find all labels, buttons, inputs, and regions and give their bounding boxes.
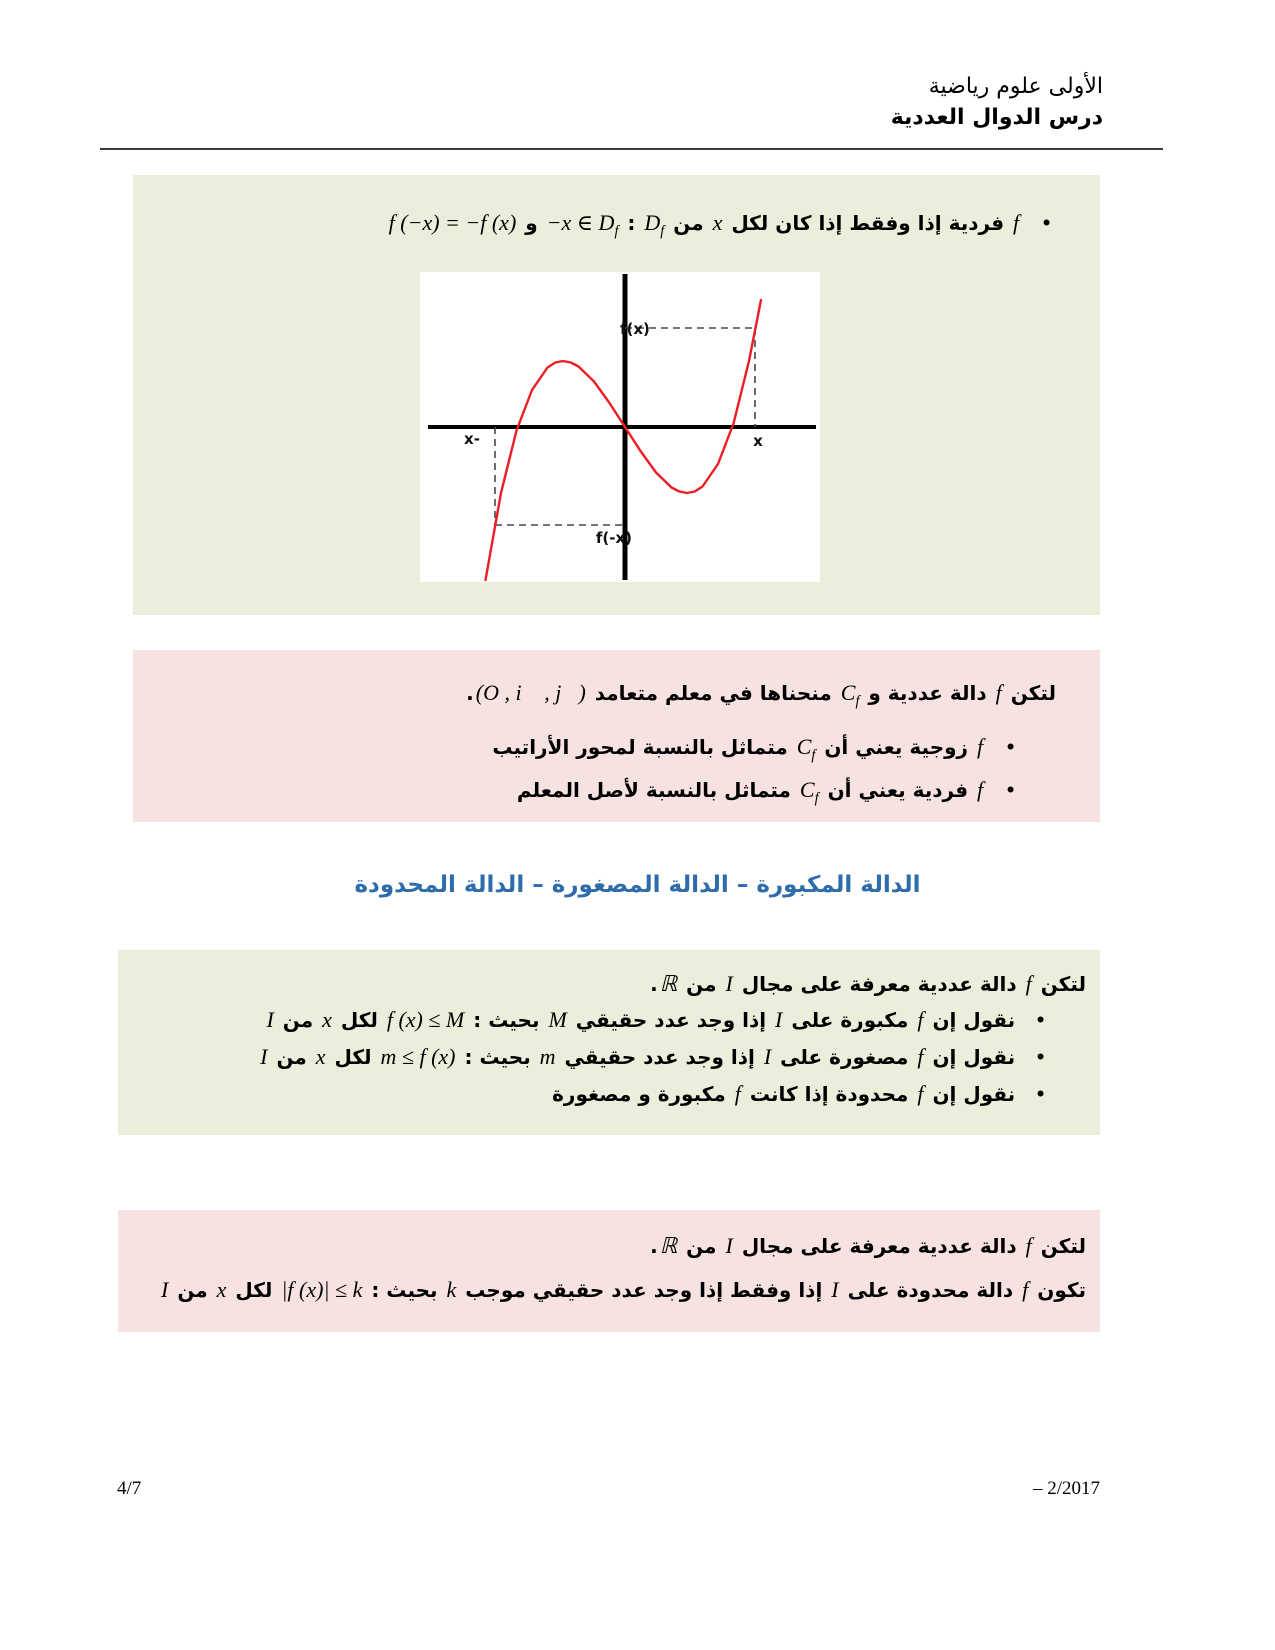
footer-date: – 2/2017 — [1032, 1478, 1100, 1499]
for-all: لكل — [334, 1045, 372, 1069]
header-subject: الأولى علوم رياضية — [928, 74, 1103, 99]
bounded-properties-box — [118, 950, 1100, 1135]
period: . — [650, 1234, 658, 1258]
math-upper-m: M — [548, 1007, 567, 1032]
math-x: x — [712, 210, 723, 235]
math-reals: ℝ — [659, 971, 678, 996]
math-f: f — [917, 1007, 924, 1032]
odd-text-2: متماثل بالنسبة لأصل المعلم — [516, 777, 791, 802]
math-f: f — [734, 1081, 741, 1106]
odd-text-1: فردية يعني أن — [827, 777, 969, 802]
majoree-on: مكبورة على — [791, 1008, 909, 1032]
math-f: f — [1013, 210, 1020, 235]
header-lesson-title: درس الدوال العددية — [890, 105, 1103, 130]
math-curve-cf: $C_f$ — [799, 776, 819, 807]
math-lower-bound-ineq: m ≤ f (x) — [380, 1044, 456, 1069]
odd-definition-text-1: فردية إذا وفقط إذا كان لكل — [731, 211, 1005, 235]
we-say: نقول إن — [932, 1008, 1016, 1032]
bullet-icon: • — [1035, 1085, 1046, 1105]
label-minus-x: -x — [464, 430, 480, 448]
math-curve-cf: $C_f$ — [796, 734, 816, 764]
bullet-icon: • — [1005, 738, 1016, 759]
bounded-if: محدودة إذا كانت — [749, 1082, 909, 1106]
bullet-icon: • — [1005, 780, 1016, 801]
iff-exists-positive-real: إذا وفقط إذا وجد عدد حقيقي موجب — [465, 1278, 823, 1302]
math-f: f — [917, 1044, 924, 1069]
such-that: بحيث — [488, 1008, 540, 1032]
odd-definition-text-2: من — [673, 211, 704, 235]
math-reals: ℝ — [659, 1233, 678, 1258]
math-interval-i: I — [266, 1007, 274, 1032]
math-domain: $D_f$ — [644, 210, 665, 240]
we-say: نقول إن — [932, 1045, 1016, 1069]
colon-separator: : — [371, 1278, 380, 1302]
bullet-icon: • — [1035, 1048, 1046, 1068]
math-f: f — [917, 1081, 924, 1106]
intro-of: من — [686, 1234, 717, 1258]
period: . — [466, 681, 474, 705]
of: من — [276, 1045, 307, 1069]
colon-separator: : — [473, 1008, 482, 1032]
bounds-intro-line — [128, 966, 1086, 1002]
colon-separator: : — [464, 1045, 473, 1069]
graph-canvas — [420, 272, 820, 582]
bounded-on: دالة محدودة على — [847, 1278, 1014, 1302]
even-text-2: متماثل بالنسبة لمحور الأراتيب — [492, 735, 788, 760]
header-divider — [100, 148, 1163, 150]
intro-of: من — [686, 972, 717, 996]
math-f: f — [1022, 1277, 1029, 1302]
odd-function-graph — [420, 272, 820, 582]
math-frame-oij: (O , i⃗ , j⃗) — [475, 680, 586, 705]
for-all: لكل — [340, 1008, 378, 1032]
bullet-icon: • — [1035, 1011, 1046, 1031]
intro-let: لتكن — [1040, 972, 1086, 996]
bornee-bullet — [128, 1076, 1086, 1113]
math-lower-m: m — [539, 1044, 556, 1069]
math-interval-i: I — [161, 1277, 169, 1302]
math-interval-i: I — [725, 971, 733, 996]
label-x: x — [753, 432, 763, 450]
math-abs-bound-ineq: |f (x)| ≤ k — [281, 1277, 363, 1302]
math-k: k — [446, 1277, 457, 1302]
math-interval-i: I — [831, 1277, 839, 1302]
majoree-and-minoree: مكبورة و مصغورة — [552, 1082, 726, 1106]
math-x: x — [216, 1277, 227, 1302]
math-interval-i: I — [725, 1233, 733, 1258]
odd-symmetry-bullet — [153, 773, 1056, 815]
symmetry-intro-line — [153, 676, 1056, 718]
bounded-def-statement-line — [128, 1272, 1086, 1308]
math-x: x — [315, 1044, 326, 1069]
bullet-icon: • — [1041, 214, 1052, 234]
math-f: f — [1025, 971, 1032, 996]
page-header — [891, 72, 1103, 134]
odd-definition-line — [133, 175, 1100, 249]
even-symmetry-bullet — [153, 730, 1056, 772]
math-upper-bound-ineq: f (x) ≤ M — [386, 1007, 465, 1032]
math-curve-cf: $C_f$ — [840, 680, 860, 710]
intro-defined-on: دالة عددية معرفة على مجال — [741, 972, 1017, 996]
curve-symmetry-box — [133, 650, 1100, 822]
math-f: f — [977, 776, 984, 802]
such-that: بحيث — [479, 1045, 531, 1069]
minoree-bullet — [128, 1039, 1086, 1076]
intro-text-3: منحناها في معلم متعامد — [594, 681, 832, 705]
bounded-def-intro-line — [128, 1228, 1086, 1264]
period: . — [650, 972, 658, 996]
exists-real: إذا وجد عدد حقيقي — [575, 1008, 767, 1032]
label-f-of-x: f(x) — [620, 320, 650, 338]
intro-defined-on: دالة عددية معرفة على مجال — [741, 1234, 1017, 1258]
of: من — [177, 1278, 208, 1302]
section-title: الدالة المكبورة – الدالة المصغورة – الدالة المحدودة — [354, 872, 921, 898]
math-odd-equation: f (−x) = −f (x) — [388, 210, 517, 235]
we-say: نقول إن — [932, 1082, 1016, 1106]
exists-real: إذا وجد عدد حقيقي — [564, 1045, 755, 1069]
of: من — [282, 1008, 314, 1032]
colon-separator: : — [627, 211, 636, 235]
minoree-on: مصغورة على — [780, 1045, 909, 1069]
math-f: f — [1025, 1233, 1032, 1258]
bounded-characterization-box — [118, 1210, 1100, 1332]
intro-let: لتكن — [1040, 1234, 1086, 1258]
math-interval-i: I — [260, 1044, 268, 1069]
math-interval-i: I — [763, 1044, 772, 1069]
math-minus-x-in-domain: −x ∈ $D_f$ — [546, 210, 619, 240]
for-all: لكل — [235, 1278, 273, 1302]
even-text-1: زوجية يعني أن — [824, 735, 969, 760]
math-f: f — [995, 680, 1002, 705]
intro-let: لتكن — [1010, 681, 1056, 705]
math-x: x — [322, 1007, 332, 1032]
is: تكون — [1037, 1278, 1086, 1302]
majoree-bullet — [128, 1002, 1086, 1039]
and-conjunction: و — [525, 211, 538, 235]
odd-function-definition-box — [133, 175, 1100, 615]
footer-page-number: 4/7 — [117, 1478, 142, 1499]
math-interval-i: I — [775, 1007, 783, 1032]
intro-text-2: دالة عددية و — [868, 681, 987, 705]
such-that: بحيث — [386, 1278, 438, 1302]
label-f-of-minus-x: f(-x) — [595, 529, 632, 547]
math-f: f — [977, 734, 984, 760]
